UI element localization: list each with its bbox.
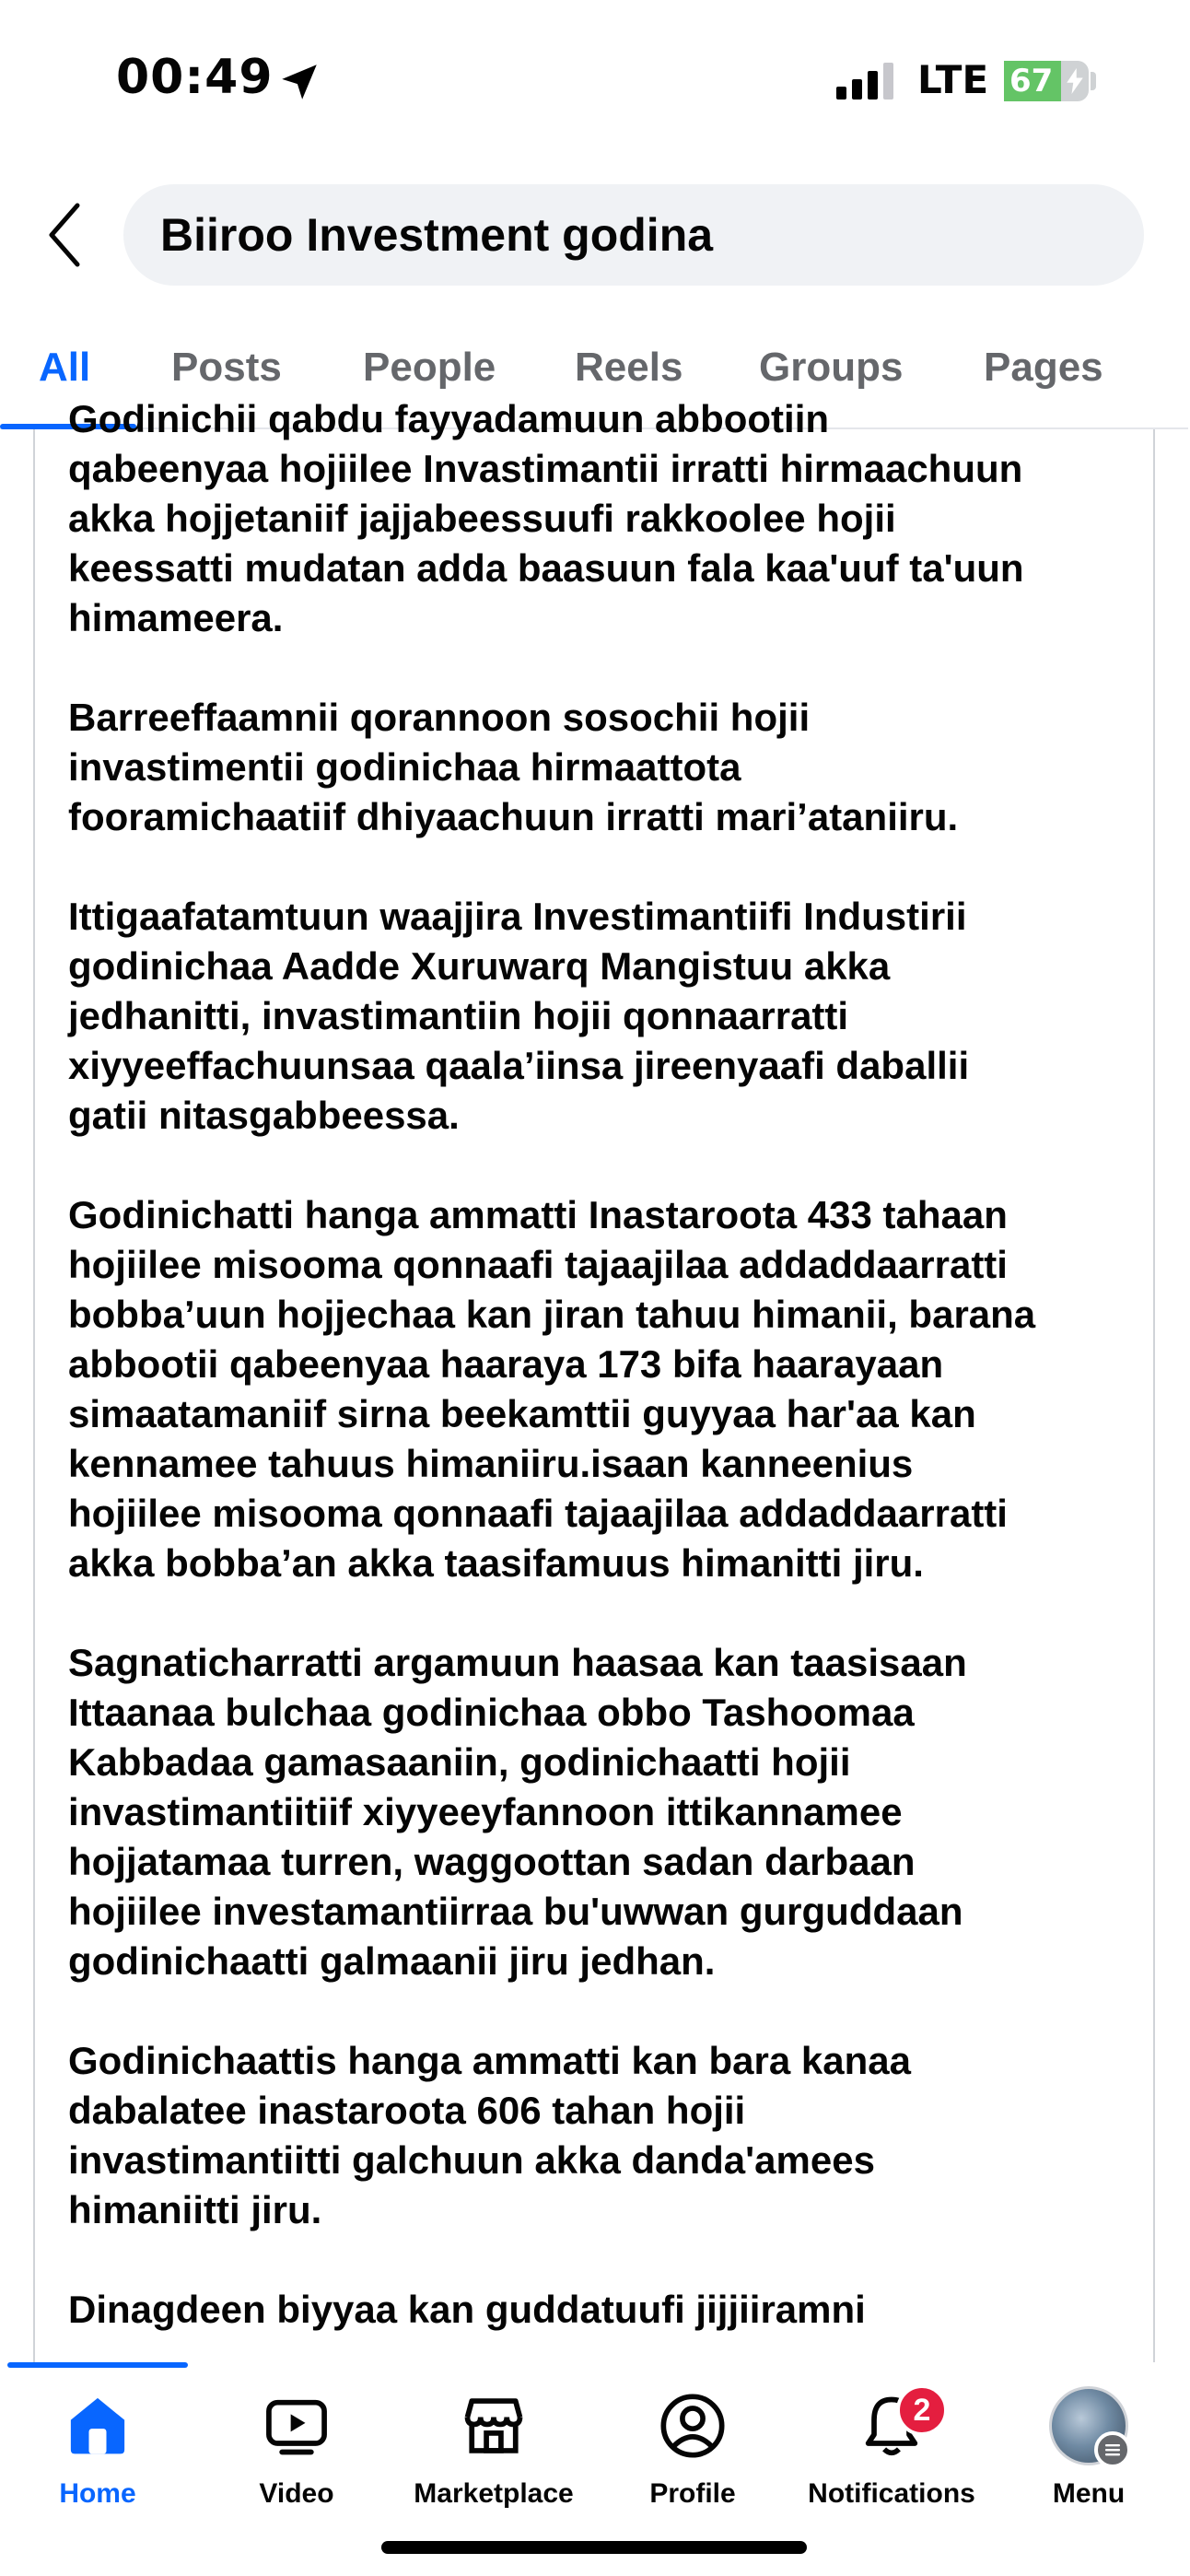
post-paragraph: Sagnaticharratti argamuun haasaa kan taasisaan Ittaanaa bulchaa godinichaa obbo Tashoomaa Kabbadaa gamasaaniin, godinichaatti hojii invastimantiitiif xiyyeeyfannoon ittikannamee hojjatamaa turren, waggoottan sadan darbaan hojiilee investamantiirraa bu'uwwan gurguddaan godinichaatti galmaanii jiru jedhan. xyxy=(68,1641,967,1983)
tab-pages[interactable]: Pages xyxy=(984,345,1103,390)
tab-groups[interactable]: Groups xyxy=(759,345,904,390)
post-body xyxy=(68,394,1155,2384)
search-input[interactable] xyxy=(123,184,1144,286)
tab-reels[interactable]: Reels xyxy=(575,345,683,390)
location-arrow-icon xyxy=(276,59,322,105)
chevron-left-icon xyxy=(46,202,83,268)
marketplace-icon xyxy=(452,2384,535,2467)
nav-notifications[interactable] xyxy=(790,2384,993,2523)
nav-video[interactable] xyxy=(195,2384,398,2523)
nav-video-label: Video xyxy=(259,2478,334,2509)
post-paragraph: Godinichii qabdu fayyadamuun abbootiin qabeenyaa hojiilee Invastimantii irratti hirmaachuun akka hojjetaniif jajjabeessuufi rakkoolee hojii keessatti mudatan adda baasuun fala kaa'uuf ta'uun himameera. xyxy=(68,397,1024,639)
nav-notifications-label: Notifications xyxy=(808,2478,975,2509)
status-bar xyxy=(0,0,1188,162)
avatar xyxy=(1049,2386,1128,2465)
nav-profile[interactable] xyxy=(591,2384,794,2523)
notification-badge: 2 xyxy=(896,2384,948,2436)
tab-posts[interactable]: Posts xyxy=(171,345,282,390)
avatar-menu-icon xyxy=(1047,2384,1130,2467)
profile-icon xyxy=(651,2384,734,2467)
charging-bolt-icon xyxy=(1067,68,1083,94)
nav-menu[interactable] xyxy=(987,2384,1190,2523)
nav-marketplace-label: Marketplace xyxy=(414,2478,574,2509)
active-nav-indicator xyxy=(7,2362,188,2368)
nav-menu-label: Menu xyxy=(1052,2478,1126,2509)
home-icon xyxy=(56,2384,139,2467)
post-paragraph: Godinichaattis hanga ammatti kan bara kanaa dabalatee inastaroota 606 tahan hojii invastimantiitti galchuun akka danda'amees himaniitti jiru. xyxy=(68,2039,911,2231)
post-card xyxy=(33,397,1155,2362)
post-paragraph: Godinichatti hanga ammatti Inastaroota 433 tahaan hojiilee misooma qonnaafi tajaajilaa addaddaarratti bobba’uun hojjechaa kan jiran tahuu himanii, barana abbootii qabeenyaa haaraya 173 bifa haarayaan simaatamaniif sirna beekamttii guyyaa har'aa kan kennamee tahuus himaniiru.isaan kanneenius hojiilee misooma qonnaafi tajaajilaa addaddaarratti akka bobba’an akka taasifamuus himanitti jiru. xyxy=(68,1193,1036,1585)
bell-icon xyxy=(850,2384,933,2467)
search-query: Biiroo Investment godina xyxy=(160,209,714,261)
tab-people[interactable]: People xyxy=(363,345,496,390)
battery-cap xyxy=(1091,72,1096,90)
network-type: LTE xyxy=(917,57,989,102)
nav-profile-label: Profile xyxy=(649,2478,736,2509)
cellular-signal-icon xyxy=(836,61,897,100)
home-indicator-bar xyxy=(381,2541,807,2554)
battery-percent: 67 xyxy=(1009,63,1054,100)
battery-indicator xyxy=(1004,61,1089,101)
post-paragraph: Barreeffaamnii qorannoon sosochii hojii invastimentii godinichaa hirmaattota fooramichaatiif dhiyaachuun irratti mari’ataniiru. xyxy=(68,696,959,838)
nav-home[interactable] xyxy=(0,2384,199,2523)
video-icon xyxy=(255,2384,338,2467)
post-paragraph: Dinagdeen biyyaa kan guddatuufi jijjiiramni xyxy=(68,2288,866,2331)
menu-lines-icon xyxy=(1094,2431,1131,2468)
tab-all[interactable]: All xyxy=(39,345,91,390)
post-paragraph: Ittigaafatamtuun waajjira Investimantiifi Industirii godinichaa Aadde Xuruwarq Mangistuu akka jedhanitti, invastimantiin hojii qonnaarratti xiyyeeffachuunsaa qaala’iinsa jireenyaafi daballii gatii nitasgabbeessa. xyxy=(68,895,970,1137)
nav-marketplace[interactable] xyxy=(392,2384,595,2523)
status-time: 00:49 xyxy=(116,50,274,105)
nav-home-label: Home xyxy=(59,2478,136,2509)
back-button[interactable] xyxy=(37,193,92,276)
